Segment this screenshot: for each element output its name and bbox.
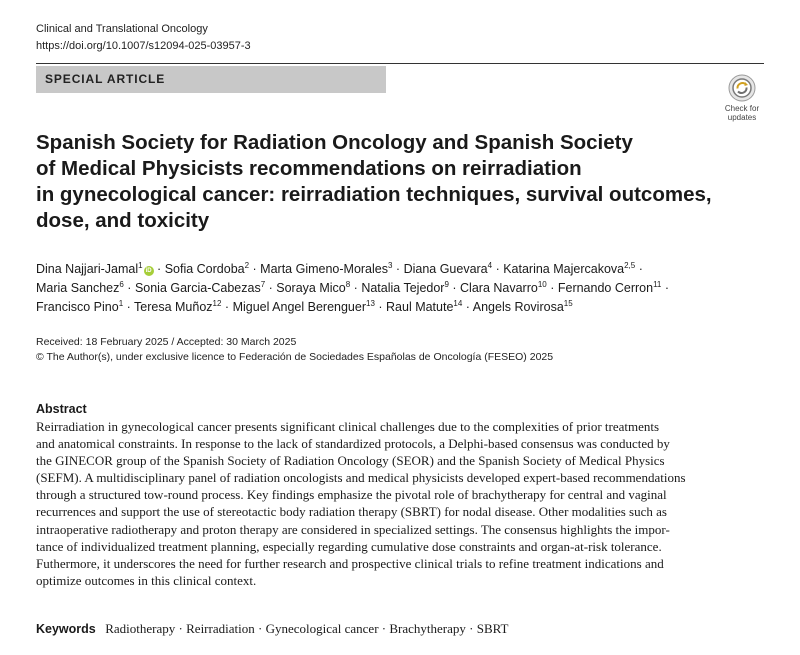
affiliation-number: 7 bbox=[260, 280, 266, 289]
author-separator: · bbox=[635, 262, 643, 276]
author-separator: · bbox=[462, 300, 473, 314]
title-line: dose, and toxicity bbox=[36, 209, 210, 232]
author-separator: · bbox=[392, 262, 404, 276]
author-name: Sofia Cordoba bbox=[164, 262, 245, 276]
article-type-banner: SPECIAL ARTICLE bbox=[36, 66, 386, 93]
author[interactable] bbox=[503, 262, 635, 276]
abstract-line: and anatomical constraints. In response to the lack of standardized protocols, a Delphi-based consensus was conducted by bbox=[36, 436, 670, 452]
author[interactable] bbox=[36, 300, 123, 314]
author[interactable] bbox=[386, 300, 462, 314]
author-name: Katarina Majercakova bbox=[503, 262, 625, 276]
title-line: of Medical Physicists recommendations on reirradiation bbox=[36, 157, 582, 180]
keywords-section bbox=[36, 621, 508, 637]
author[interactable] bbox=[260, 262, 392, 276]
keyword-separator: · bbox=[175, 621, 187, 636]
author-name: Angels Rovirosa bbox=[472, 300, 564, 314]
author-separator: · bbox=[374, 300, 387, 314]
affiliation-number: 2 bbox=[244, 261, 250, 270]
check-updates-line-2: updates bbox=[727, 113, 757, 122]
author[interactable] bbox=[36, 262, 154, 276]
author-name: Marta Gimeno-Morales bbox=[260, 262, 388, 276]
title-line: in gynecological cancer: reirradiation techniques, survival outcomes, bbox=[36, 183, 712, 206]
author-separator: · bbox=[249, 262, 261, 276]
author-name: Maria Sanchez bbox=[36, 281, 120, 295]
author[interactable] bbox=[134, 300, 221, 314]
affiliation-number: 1 bbox=[118, 299, 124, 308]
author-separator: · bbox=[153, 262, 165, 276]
author-line bbox=[36, 298, 776, 317]
title-line: Spanish Society for Radiation Oncology and Spanish Society bbox=[36, 131, 633, 154]
author-separator: · bbox=[492, 262, 504, 276]
author[interactable] bbox=[36, 281, 124, 295]
affiliation-number: 14 bbox=[453, 299, 463, 308]
affiliation-number: 11 bbox=[653, 280, 662, 289]
received-accepted-dates: Received: 18 February 2025 / Accepted: 30 March 2025 bbox=[36, 336, 297, 348]
affiliation-number: 4 bbox=[487, 261, 493, 270]
author[interactable] bbox=[558, 281, 662, 295]
affiliation-number: 13 bbox=[366, 299, 375, 308]
author[interactable] bbox=[361, 281, 449, 295]
author-line bbox=[36, 260, 776, 279]
check-updates-line-1: Check for bbox=[724, 104, 760, 113]
author[interactable] bbox=[276, 281, 350, 295]
abstract-line: the GINECOR group of the Spanish Society of Radiation Oncology (SEOR) and the Spanish Society of Medical Physics bbox=[36, 453, 665, 469]
article-title bbox=[36, 130, 736, 234]
affiliation-number: 10 bbox=[537, 280, 547, 289]
author-separator: · bbox=[123, 300, 135, 314]
author-name: Dina Najjari-Jamal bbox=[36, 262, 139, 276]
author-separator: · bbox=[661, 281, 670, 295]
author-separator: · bbox=[221, 300, 233, 314]
author-name: Diana Guevara bbox=[403, 262, 488, 276]
author-separator: · bbox=[448, 281, 461, 295]
author-name: Sonia Garcia-Cabezas bbox=[134, 281, 261, 295]
abstract-line: Futhermore, it underscores the need for further research and prospective clinical trials to refine treatment indications and bbox=[36, 555, 664, 571]
author-name: Miguel Angel Berenguer bbox=[232, 300, 366, 314]
check-for-updates-badge[interactable] bbox=[722, 74, 762, 122]
abstract-heading: Abstract bbox=[36, 402, 87, 416]
abstract-line: intraoperative radiotherapy and proton therapy are considered in specialized settings. The consensus highlights the impor- bbox=[36, 521, 670, 537]
copyright-notice: © The Author(s), under exclusive licence to Federación de Sociedades Españolas de Oncología (FESEO) 2025 bbox=[36, 351, 554, 363]
author[interactable] bbox=[404, 262, 493, 276]
affiliation-number: 15 bbox=[563, 299, 573, 308]
author-separator: · bbox=[265, 281, 277, 295]
author-list bbox=[36, 260, 776, 317]
author-name: Soraya Mico bbox=[276, 281, 346, 295]
keyword: SBRT bbox=[476, 621, 509, 636]
affiliation-number: 9 bbox=[444, 280, 449, 289]
affiliation-number: 8 bbox=[345, 280, 351, 289]
abstract-line: through a structured tow-round process. Key findings emphasize the pivotal role of brachytherapy for central and vaginal bbox=[36, 487, 667, 503]
keyword-separator: · bbox=[378, 621, 390, 636]
author-name: Francisco Pino bbox=[36, 300, 119, 314]
publication-dates bbox=[36, 335, 553, 365]
author-name: Teresa Muñoz bbox=[134, 300, 213, 314]
orcid-icon[interactable]: iD bbox=[145, 268, 152, 274]
affiliation-number: 2,5 bbox=[624, 261, 636, 270]
author[interactable] bbox=[460, 281, 547, 295]
keyword-separator: · bbox=[465, 621, 477, 636]
author[interactable] bbox=[165, 262, 249, 276]
affiliation-number: 6 bbox=[119, 280, 124, 289]
affiliation-number: 12 bbox=[212, 299, 222, 308]
keyword-separator: · bbox=[254, 621, 266, 636]
abstract-line: tance of individualized treatment planning, especially regarding cumulative dose constraints and organ-at-risk tolerance. bbox=[36, 538, 662, 554]
affiliation-number: 3 bbox=[388, 261, 393, 270]
keywords-label: Keywords bbox=[36, 622, 96, 636]
keywords-list bbox=[105, 621, 508, 636]
author[interactable] bbox=[135, 281, 265, 295]
author-name: Raul Matute bbox=[386, 300, 454, 314]
keyword: Brachytherapy bbox=[389, 621, 466, 636]
abstract-line: (SEFM). A multidisciplinary panel of radiation oncologists and medical physicists developed expert-based recommendations bbox=[36, 470, 686, 486]
abstract-line: optimize outcomes in this clinical context. bbox=[36, 572, 257, 588]
doi-link[interactable]: https://doi.org/10.1007/s12094-025-03957-3 bbox=[36, 40, 251, 52]
journal-name: Clinical and Translational Oncology bbox=[36, 23, 208, 35]
author-separator: · bbox=[350, 281, 362, 295]
author-separator: · bbox=[123, 281, 135, 295]
author[interactable] bbox=[233, 300, 375, 314]
author-name: Fernando Cerron bbox=[557, 281, 654, 295]
author[interactable] bbox=[473, 300, 573, 314]
abstract-text bbox=[36, 418, 764, 589]
check-updates-icon bbox=[728, 74, 756, 102]
abstract-line: recurrences and support the use of stereotactic body radiation therapy (SBRT) for nodal disease. Other modalities such as bbox=[36, 504, 667, 520]
abstract-line: Reirradiation in gynecological cancer presents significant clinical challenges due to the complexities of prior treatments bbox=[36, 419, 660, 434]
header-rule bbox=[36, 63, 764, 64]
affiliation-number: 1 bbox=[138, 261, 143, 270]
keyword: Reirradiation bbox=[186, 621, 255, 636]
keyword: Radiotherapy bbox=[105, 621, 176, 636]
keyword: Gynecological cancer bbox=[265, 621, 379, 636]
author-separator: · bbox=[546, 281, 558, 295]
author-line bbox=[36, 279, 776, 298]
author-name: Clara Navarro bbox=[460, 281, 538, 295]
author-name: Natalia Tejedor bbox=[361, 281, 445, 295]
